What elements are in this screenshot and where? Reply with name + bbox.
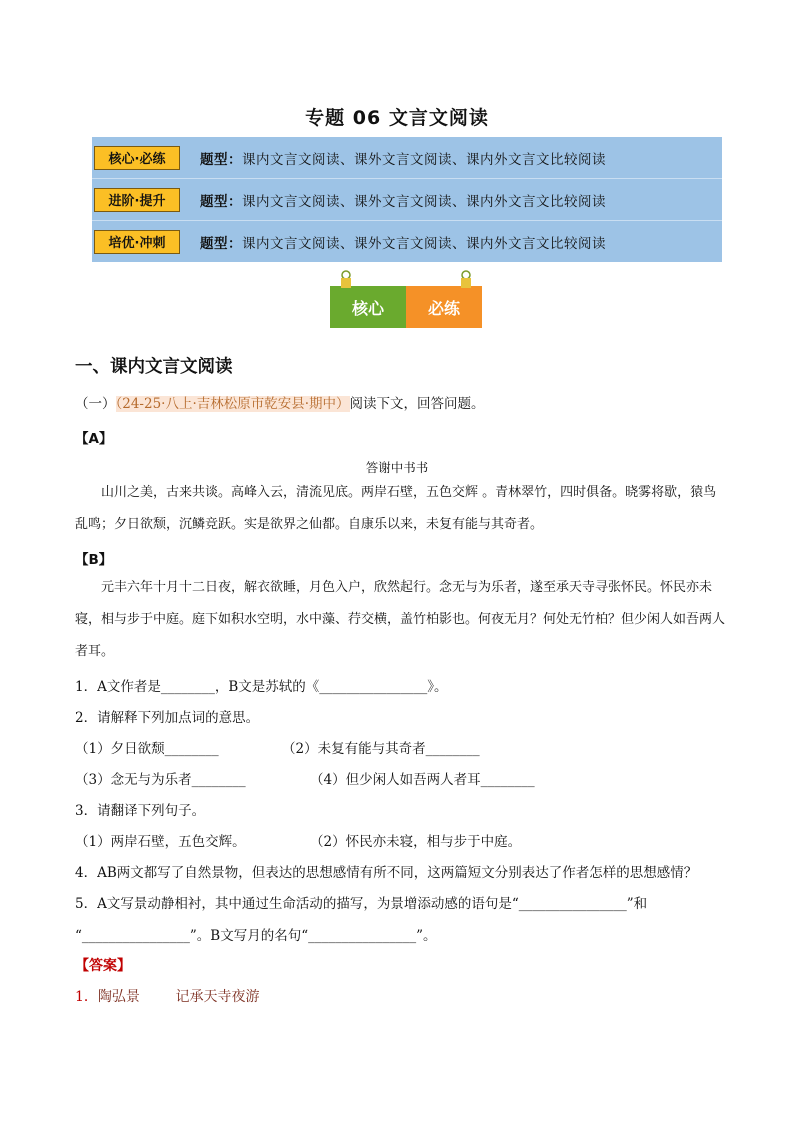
question-intro [75, 392, 485, 412]
level-types-text: 课内文言文阅读、课外文言文阅读、课内外文言文比较阅读 [242, 235, 606, 252]
question-2-3: （3）念无与为乐者________ [75, 772, 246, 788]
question-1: 1．A文作者是________，B文是苏轼的《________________》。 [75, 679, 448, 695]
question-3-2: （2）怀民亦未寝，相与步于中庭。 [310, 834, 522, 850]
level-badge: 核心·必练 [94, 146, 180, 170]
level-badge: 进阶·提升 [94, 188, 180, 212]
question-3: 3．请翻译下列句子。 [75, 803, 206, 819]
question-instruction: 阅读下文，回答问题。 [349, 396, 485, 412]
level-label: 题型： [200, 193, 242, 210]
question-2: 2．请解释下列加点词的意思。 [75, 710, 260, 726]
answer-label: 【答案】 [75, 958, 131, 974]
level-types-text: 课内文言文阅读、课外文言文阅读、课内外文言文比较阅读 [242, 193, 606, 210]
banner-core: 核心 [330, 286, 406, 328]
level-row-advance [92, 179, 722, 221]
question-2-4: （4）但少闲人如吾两人者耳________ [310, 772, 535, 788]
passage-a-marker: 【A】 [75, 431, 113, 447]
level-types-text: 课内文言文阅读、课外文言文阅读、课内外文言文比较阅读 [242, 151, 606, 168]
level-row-excel [92, 221, 722, 262]
level-types [200, 190, 606, 210]
section-banner [330, 286, 482, 328]
level-row-core [92, 137, 722, 179]
level-types [200, 232, 606, 252]
passage-b-text: 元丰六年十月十二日夜，解衣欲睡，月色入户，欣然起行。念无与为乐者，遂至承天寺寻张怀民。怀民亦未寝，相与步于中庭。庭下如积水空明，水中藻、荇交横，盖竹柏影也。何夜无月？何处无竹柏？但少闲人如吾两人者耳。 [75, 580, 726, 659]
level-badge: 培优·冲刺 [94, 230, 180, 254]
question-2-1: （1）夕日欲颓________ [75, 741, 219, 757]
question-prefix: （一） [75, 396, 116, 412]
answer-text: 陶弘景 记承天寺夜游 [97, 989, 260, 1005]
passage-a-text: 山川之美，古来共谈。高峰入云，清流见底。两岸石壁，五色交辉 。青林翠竹，四时俱备。晓雾将歇，猿鸟乱鸣；夕日欲颓，沉鳞竞跃。实是欲界之仙都。自康乐以来，未复有能与其奇者。 [75, 485, 717, 532]
question-source: （24-25·八上·吉林松原市乾安县·期中） [115, 396, 350, 412]
question-5-line-1: 5．A文写景动静相衬，其中通过生命活动的描写，为景增添动感的语句是“________________”和 [75, 896, 648, 912]
question-5-line-2: “________________”。B文写月的名句“________________”。 [75, 928, 437, 944]
banner-practice: 必练 [406, 286, 482, 328]
level-label: 题型： [200, 235, 242, 252]
level-table [92, 137, 722, 262]
page-title: 专题 06 文言文阅读 [305, 107, 489, 129]
answer-1 [75, 986, 260, 1006]
question-2-2: （2）未复有能与其奇者________ [282, 741, 480, 757]
level-types [200, 148, 606, 168]
binder-clip-icon [338, 270, 354, 288]
passage-a-title: 答谢中书书 [365, 460, 429, 475]
question-4: 4．AB两文都写了自然景物，但表达的思想感情有所不同，这两篇短文分别表达了作者怎样的思想感情？ [75, 865, 698, 881]
question-3-1: （1）两岸石壁，五色交辉。 [75, 834, 246, 850]
binder-clip-icon [458, 270, 474, 288]
level-label: 题型： [200, 151, 242, 168]
section-heading: 一、课内文言文阅读 [75, 357, 233, 377]
passage-b-marker: 【B】 [75, 552, 113, 568]
answer-number: 1． [75, 989, 98, 1005]
